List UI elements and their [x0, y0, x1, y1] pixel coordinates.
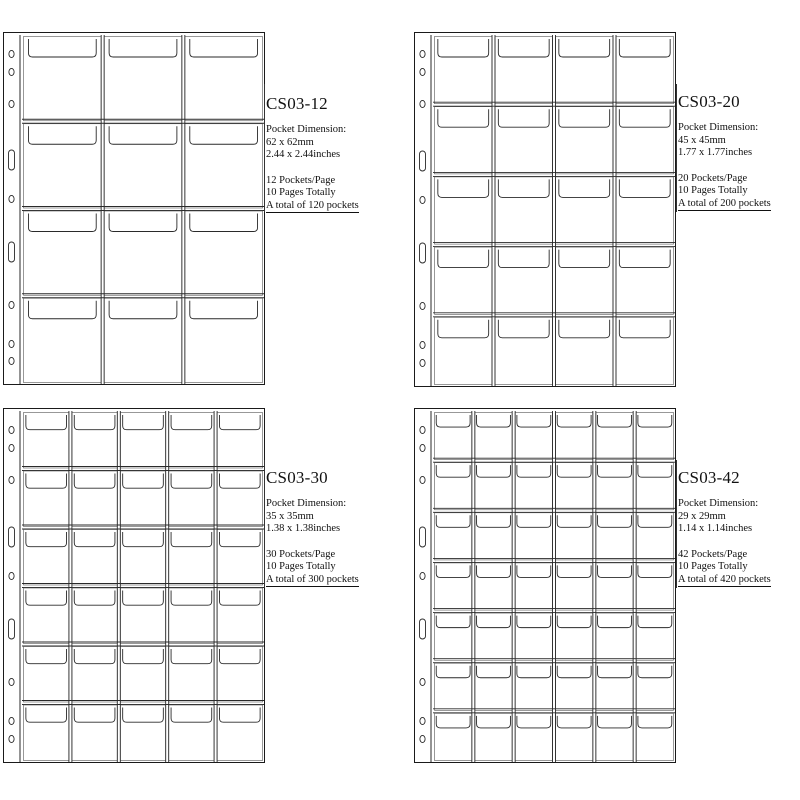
- pocket-lip: [436, 565, 470, 577]
- punch-hole: [9, 678, 14, 685]
- pocket: [556, 463, 593, 510]
- pocket-lip: [638, 616, 672, 628]
- punch-slot: [9, 242, 15, 262]
- pocket: [169, 588, 214, 644]
- pocket-lip: [598, 616, 632, 628]
- pocket: [435, 247, 493, 314]
- pocket: [475, 413, 512, 460]
- pocket: [556, 413, 593, 460]
- pocket-lip: [74, 708, 115, 723]
- pocket: [185, 298, 263, 382]
- pocket-lip: [477, 666, 511, 678]
- pocket-lip: [517, 666, 551, 678]
- pocket-lip: [638, 465, 672, 477]
- pocket: [120, 705, 165, 761]
- pocket-lip: [557, 465, 591, 477]
- model-code: CS03-42: [678, 468, 740, 487]
- pocket-lip: [438, 109, 489, 127]
- punch-hole: [9, 717, 14, 724]
- pocket: [24, 705, 69, 761]
- pocket: [435, 37, 493, 104]
- pocket-lip: [477, 716, 511, 728]
- pocket: [435, 463, 472, 510]
- pocket: [72, 647, 117, 703]
- pocket-lip: [477, 415, 511, 427]
- pocket-lip: [109, 301, 177, 319]
- pocket-lip: [26, 532, 67, 547]
- spec-block-cs03-30: [266, 468, 359, 587]
- pocket-lip: [638, 515, 672, 527]
- pocket: [120, 647, 165, 703]
- pocket: [120, 471, 165, 527]
- pockets-per-page: 12 Pockets/Page: [266, 174, 336, 186]
- pocket: [24, 211, 102, 295]
- punch-hole: [9, 426, 14, 433]
- pocket: [435, 563, 472, 610]
- pocket-lip: [219, 474, 260, 489]
- pocket: [435, 177, 493, 244]
- pocket-lip: [26, 708, 67, 723]
- sheet-cs03-42: [414, 408, 676, 763]
- spec-divider: [676, 460, 677, 588]
- pocket-lip: [557, 716, 591, 728]
- pocket: [24, 413, 69, 469]
- pocket: [596, 563, 633, 610]
- dimension-mm: 35 x 35mm: [266, 510, 314, 522]
- dimension-label: Pocket Dimension:: [266, 124, 347, 135]
- total-pockets: A total of 200 pockets: [678, 198, 771, 212]
- punch-hole: [9, 340, 14, 347]
- pocket: [495, 37, 553, 104]
- pocket: [636, 613, 673, 660]
- pages-total: 10 Pages Totally: [678, 561, 748, 572]
- pocket-lip: [477, 465, 511, 477]
- punch-slot: [420, 151, 426, 171]
- pocket-lip: [619, 39, 670, 57]
- spec-block-cs03-20: [678, 92, 771, 211]
- model-code: CS03-30: [266, 468, 328, 487]
- pocket: [104, 298, 182, 382]
- punch-hole: [420, 717, 425, 724]
- pocket-lip: [190, 39, 258, 57]
- punch-hole: [9, 444, 14, 451]
- pocket: [556, 177, 614, 244]
- pocket: [596, 613, 633, 660]
- pocket-lip: [598, 515, 632, 527]
- pocket-lip: [74, 591, 115, 606]
- pocket: [104, 211, 182, 295]
- pocket: [556, 37, 614, 104]
- pocket: [24, 37, 102, 121]
- pocket: [24, 530, 69, 586]
- pocket-lip: [171, 649, 212, 664]
- pocket: [435, 663, 472, 710]
- pocket: [636, 513, 673, 560]
- pocket-lip: [638, 666, 672, 678]
- pocket: [72, 530, 117, 586]
- pocket: [556, 513, 593, 560]
- dimension-mm: 29 x 29mm: [678, 510, 726, 522]
- punch-slot: [9, 527, 15, 547]
- pocket: [72, 705, 117, 761]
- pocket: [596, 513, 633, 560]
- pocket: [217, 530, 262, 586]
- pocket-lip: [123, 532, 164, 547]
- pocket: [495, 107, 553, 174]
- pocket-lip: [438, 320, 489, 338]
- pocket-lip: [436, 666, 470, 678]
- pocket: [636, 463, 673, 510]
- pocket-lip: [598, 716, 632, 728]
- pocket: [515, 563, 552, 610]
- punch-slot: [9, 619, 15, 639]
- pocket: [616, 37, 674, 104]
- spec-divider: [676, 84, 677, 212]
- punch-hole: [9, 68, 14, 75]
- punch-hole: [420, 100, 425, 107]
- pocket-lip: [74, 532, 115, 547]
- punch-hole: [420, 196, 425, 203]
- pocket: [515, 613, 552, 660]
- pocket: [185, 124, 263, 208]
- punch-hole: [420, 444, 425, 451]
- pocket-lip: [219, 415, 260, 430]
- pocket: [596, 413, 633, 460]
- pocket: [475, 663, 512, 710]
- pocket-lip: [559, 320, 610, 338]
- pocket: [596, 713, 633, 760]
- pocket-lip: [598, 465, 632, 477]
- pocket-lip: [517, 415, 551, 427]
- pocket-lip: [219, 532, 260, 547]
- pocket-grid: [4, 409, 266, 764]
- pocket-lip: [123, 591, 164, 606]
- pocket: [24, 647, 69, 703]
- total-pockets: A total of 120 pockets: [266, 200, 359, 214]
- pocket: [616, 247, 674, 314]
- pocket-lip: [171, 708, 212, 723]
- punch-hole: [9, 735, 14, 742]
- pocket: [24, 298, 102, 382]
- pocket-lip: [74, 415, 115, 430]
- pocket-lip: [436, 465, 470, 477]
- pocket-lip: [438, 39, 489, 57]
- pocket: [515, 713, 552, 760]
- pocket: [169, 530, 214, 586]
- total-pockets: A total of 300 pockets: [266, 574, 359, 588]
- pocket: [217, 588, 262, 644]
- pocket-grid: [4, 33, 266, 386]
- pocket-lip: [219, 591, 260, 606]
- pocket: [217, 705, 262, 761]
- pocket-lip: [171, 532, 212, 547]
- pocket-lip: [598, 666, 632, 678]
- pocket-lip: [190, 301, 258, 319]
- pocket: [475, 563, 512, 610]
- punch-hole: [9, 100, 14, 107]
- pocket-lip: [598, 415, 632, 427]
- pocket: [495, 317, 553, 384]
- pocket-lip: [28, 214, 96, 232]
- pocket-lip: [123, 649, 164, 664]
- pocket: [120, 413, 165, 469]
- pocket: [636, 663, 673, 710]
- pocket-lip: [123, 474, 164, 489]
- pocket-grid: [415, 33, 677, 388]
- pocket-lip: [190, 126, 258, 144]
- pocket-lip: [517, 465, 551, 477]
- pocket-lip: [28, 39, 96, 57]
- total-pockets: A total of 420 pockets: [678, 574, 771, 588]
- punch-slot: [420, 243, 426, 263]
- punch-hole: [9, 50, 14, 57]
- punch-hole: [9, 301, 14, 308]
- pocket-lip: [109, 39, 177, 57]
- pocket-lip: [619, 179, 670, 197]
- pocket-lip: [498, 109, 549, 127]
- pocket: [104, 37, 182, 121]
- pocket-lip: [517, 515, 551, 527]
- pocket: [435, 613, 472, 660]
- pocket: [616, 317, 674, 384]
- pocket-lip: [438, 179, 489, 197]
- pocket: [72, 413, 117, 469]
- pocket: [435, 513, 472, 560]
- pocket: [556, 317, 614, 384]
- pocket: [169, 647, 214, 703]
- pocket-lip: [219, 708, 260, 723]
- pocket-lip: [517, 716, 551, 728]
- pocket-lip: [559, 39, 610, 57]
- pocket-lip: [26, 474, 67, 489]
- pocket: [169, 705, 214, 761]
- pocket: [217, 413, 262, 469]
- pocket-lip: [498, 39, 549, 57]
- dimension-inches: 2.44 x 2.44inches: [266, 149, 341, 160]
- spec-block-cs03-12: [266, 94, 359, 213]
- pocket: [556, 107, 614, 174]
- dimension-inches: 1.38 x 1.38inches: [266, 523, 341, 534]
- pocket-lip: [74, 649, 115, 664]
- sheet-cs03-20: [414, 32, 676, 387]
- pocket: [556, 663, 593, 710]
- pocket-lip: [109, 214, 177, 232]
- pocket-lip: [557, 565, 591, 577]
- pages-total: 10 Pages Totally: [266, 561, 336, 572]
- pocket-lip: [436, 415, 470, 427]
- pocket-lip: [26, 649, 67, 664]
- pocket-lip: [619, 250, 670, 268]
- pocket: [72, 471, 117, 527]
- pocket-lip: [557, 616, 591, 628]
- pockets-per-page: 42 Pockets/Page: [678, 548, 748, 560]
- pocket: [515, 513, 552, 560]
- punch-hole: [420, 302, 425, 309]
- pocket: [515, 413, 552, 460]
- punch-hole: [420, 678, 425, 685]
- pocket-lip: [123, 415, 164, 430]
- punch-hole: [9, 476, 14, 483]
- pocket: [636, 413, 673, 460]
- pocket-lip: [477, 616, 511, 628]
- dimension-label: Pocket Dimension:: [678, 122, 759, 133]
- punch-hole: [420, 572, 425, 579]
- pocket: [24, 124, 102, 208]
- pocket-lip: [638, 565, 672, 577]
- dimension-inches: 1.14 x 1.14inches: [678, 523, 753, 534]
- pocket-lip: [557, 415, 591, 427]
- model-code: CS03-20: [678, 92, 740, 111]
- pockets-per-page: 20 Pockets/Page: [678, 172, 748, 184]
- pocket-lip: [477, 565, 511, 577]
- pocket-lip: [517, 565, 551, 577]
- pocket-lip: [28, 301, 96, 319]
- pocket: [120, 588, 165, 644]
- pocket: [636, 563, 673, 610]
- pocket: [636, 713, 673, 760]
- dimension-mm: 45 x 45mm: [678, 134, 726, 146]
- pocket-lip: [26, 591, 67, 606]
- spec-divider: [264, 84, 265, 212]
- pocket: [72, 588, 117, 644]
- punch-hole: [420, 476, 425, 483]
- pocket-lip: [559, 109, 610, 127]
- pocket: [185, 211, 263, 295]
- punch-hole: [420, 359, 425, 366]
- pocket-grid: [415, 409, 677, 764]
- spec-divider: [264, 460, 265, 588]
- pocket-lip: [171, 474, 212, 489]
- pocket-lip: [638, 415, 672, 427]
- pockets-per-page: 30 Pockets/Page: [266, 548, 336, 560]
- pocket-lip: [123, 708, 164, 723]
- pocket-lip: [171, 591, 212, 606]
- spec-block-cs03-42: [678, 468, 771, 587]
- pocket: [217, 647, 262, 703]
- pocket: [24, 471, 69, 527]
- pocket: [435, 107, 493, 174]
- pocket-lip: [109, 126, 177, 144]
- pocket: [104, 124, 182, 208]
- pocket-lip: [619, 320, 670, 338]
- pocket: [475, 613, 512, 660]
- dimension-mm: 62 x 62mm: [266, 136, 314, 148]
- pocket-lip: [498, 250, 549, 268]
- punch-slot: [9, 150, 15, 170]
- pocket-lip: [219, 649, 260, 664]
- pocket-lip: [436, 716, 470, 728]
- pocket: [435, 413, 472, 460]
- dimension-label: Pocket Dimension:: [266, 498, 347, 509]
- pocket: [169, 471, 214, 527]
- punch-hole: [420, 735, 425, 742]
- pocket: [169, 413, 214, 469]
- pocket: [475, 513, 512, 560]
- pocket-lip: [498, 179, 549, 197]
- pocket-lip: [598, 565, 632, 577]
- punch-hole: [420, 68, 425, 75]
- pocket-lip: [438, 250, 489, 268]
- pocket: [495, 177, 553, 244]
- pocket-lip: [619, 109, 670, 127]
- pocket-lip: [638, 716, 672, 728]
- pocket: [435, 713, 472, 760]
- sheet-cs03-12: [3, 32, 265, 385]
- pocket-lip: [436, 616, 470, 628]
- model-code: CS03-12: [266, 94, 328, 113]
- punch-hole: [420, 50, 425, 57]
- pocket-lip: [517, 616, 551, 628]
- pages-total: 10 Pages Totally: [266, 187, 336, 198]
- pocket: [556, 713, 593, 760]
- punch-slot: [420, 619, 426, 639]
- pocket-lip: [436, 515, 470, 527]
- pocket: [596, 463, 633, 510]
- pocket: [556, 613, 593, 660]
- pocket: [556, 247, 614, 314]
- pocket: [475, 463, 512, 510]
- pocket-lip: [28, 126, 96, 144]
- dimension-inches: 1.77 x 1.77inches: [678, 147, 753, 158]
- punch-hole: [420, 426, 425, 433]
- punch-hole: [9, 572, 14, 579]
- pocket: [495, 247, 553, 314]
- pocket: [120, 530, 165, 586]
- pocket-lip: [171, 415, 212, 430]
- punch-hole: [420, 341, 425, 348]
- pocket-lip: [190, 214, 258, 232]
- pocket-lip: [557, 515, 591, 527]
- pages-total: 10 Pages Totally: [678, 185, 748, 196]
- pocket: [435, 317, 493, 384]
- sheet-cs03-30: [3, 408, 265, 763]
- pocket-lip: [557, 666, 591, 678]
- pocket: [596, 663, 633, 710]
- punch-slot: [420, 527, 426, 547]
- pocket-lip: [74, 474, 115, 489]
- pocket: [616, 177, 674, 244]
- pocket: [475, 713, 512, 760]
- pocket: [556, 563, 593, 610]
- pocket-lip: [559, 250, 610, 268]
- pocket: [515, 463, 552, 510]
- pocket: [515, 663, 552, 710]
- pocket-lip: [26, 415, 67, 430]
- pocket: [616, 107, 674, 174]
- punch-hole: [9, 357, 14, 364]
- pocket-lip: [498, 320, 549, 338]
- pocket-lip: [559, 179, 610, 197]
- pocket-lip: [477, 515, 511, 527]
- pocket: [185, 37, 263, 121]
- pocket: [217, 471, 262, 527]
- pocket: [24, 588, 69, 644]
- dimension-label: Pocket Dimension:: [678, 498, 759, 509]
- punch-hole: [9, 195, 14, 202]
